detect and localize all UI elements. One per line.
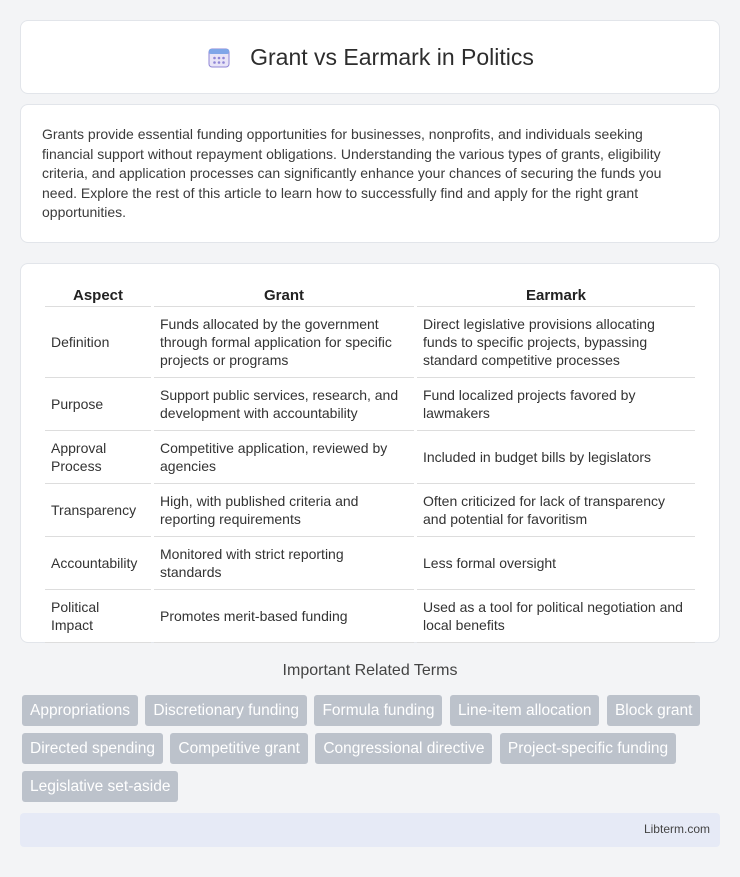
tag-block-grant[interactable]: Block grant: [607, 695, 701, 726]
row-grant: Support public services, research, and development with accountability: [154, 378, 414, 431]
tag-appropriations[interactable]: Appropriations: [22, 695, 138, 726]
tag-legislative-set-aside[interactable]: Legislative set-aside: [22, 771, 178, 802]
row-earmark: Less formal oversight: [417, 537, 695, 590]
tag-line-item-allocation[interactable]: Line-item allocation: [450, 695, 600, 726]
row-earmark: Fund localized projects favored by lawmakers: [417, 378, 695, 431]
table-row: [45, 590, 695, 643]
row-aspect: Political Impact: [45, 590, 151, 643]
comparison-table: [42, 284, 698, 643]
row-aspect: Definition: [45, 307, 151, 378]
row-grant: High, with published criteria and reporting requirements: [154, 484, 414, 537]
intro-card: [20, 104, 720, 243]
tag-formula-funding[interactable]: Formula funding: [314, 695, 442, 726]
tag-directed-spending[interactable]: Directed spending: [22, 733, 163, 764]
row-grant: Monitored with strict reporting standards: [154, 537, 414, 590]
tag-congressional-directive[interactable]: Congressional directive: [315, 733, 492, 764]
row-grant: Funds allocated by the government through formal application for specific projects or programs: [154, 307, 414, 378]
tag-project-specific-funding[interactable]: Project-specific funding: [500, 733, 676, 764]
table-row: [45, 484, 695, 537]
intro-text: Grants provide essential funding opportunities for businesses, nonprofits, and individuals seeking financial support without repayment obligations. Understanding the various types of grants, eligibility criteria, and application processes can significantly enhance your chances of securing the funds you need. Explore the rest of this article to learn how to successfully find and apply for the right grant opportunities.: [42, 126, 662, 220]
header-grant: Grant: [154, 284, 414, 307]
tag-competitive-grant[interactable]: Competitive grant: [170, 733, 307, 764]
row-earmark: Included in budget bills by legislators: [417, 431, 695, 484]
header-card: [20, 20, 720, 94]
row-grant: Competitive application, reviewed by agencies: [154, 431, 414, 484]
table-row: [45, 537, 695, 590]
row-aspect: Purpose: [45, 378, 151, 431]
footer-site-link[interactable]: Libterm.com: [643, 822, 710, 836]
row-earmark: Often criticized for lack of transparency and potential for favoritism: [417, 484, 695, 537]
comparison-card: [20, 263, 720, 643]
related-terms-list: [22, 695, 722, 809]
row-aspect: Accountability: [45, 537, 151, 590]
row-earmark: Direct legislative provisions allocating funds to specific projects, bypassing standard competitive processes: [417, 307, 695, 378]
table-header-row: [45, 284, 695, 307]
footer: [20, 813, 720, 847]
page-title: Grant vs Earmark in Politics: [250, 43, 534, 70]
row-aspect: Transparency: [45, 484, 151, 537]
table-row: [45, 378, 695, 431]
header-aspect: Aspect: [45, 284, 151, 307]
row-earmark: Used as a tool for political negotiation and local benefits: [417, 590, 695, 643]
header-earmark: Earmark: [417, 284, 695, 307]
table-row: [45, 431, 695, 484]
table-row: [45, 307, 695, 378]
row-grant: Promotes merit-based funding: [154, 590, 414, 643]
related-terms-title: Important Related Terms: [282, 662, 458, 679]
row-aspect: Approval Process: [45, 431, 151, 484]
calendar-icon: [206, 44, 232, 70]
tag-discretionary-funding[interactable]: Discretionary funding: [145, 695, 307, 726]
